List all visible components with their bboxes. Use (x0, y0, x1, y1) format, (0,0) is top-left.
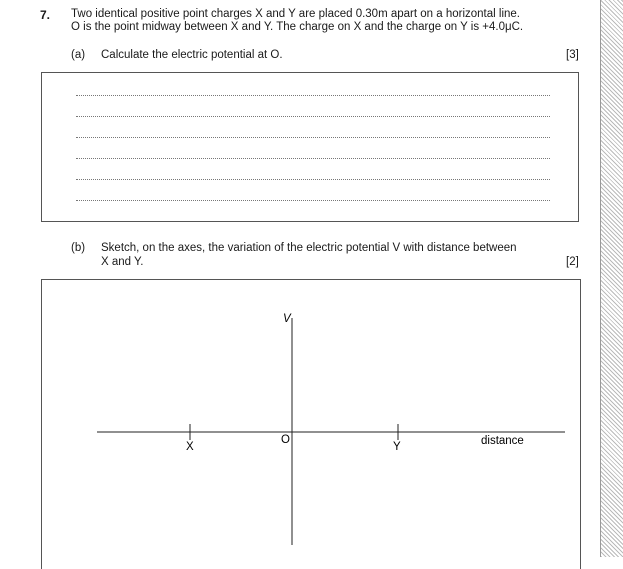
point-y-label: Y (393, 441, 401, 453)
part-b-marks: [2] (566, 256, 579, 268)
margin-strip (600, 0, 623, 557)
part-a-label: (a) (71, 49, 86, 61)
question-line-2: O is the point midway between X and Y. The charge on X and the charge on Y is +4.0μC. (71, 21, 524, 33)
part-b-text-line-1: Sketch, on the axes, the variation of the electric potential V with distance between (101, 242, 517, 254)
question-number: 7. (40, 8, 51, 22)
x-axis-label: distance (481, 435, 524, 447)
question-line-1: Two identical positive point charges X and Y are placed 0.30m apart on a horizontal line. (71, 8, 520, 20)
part-b-text-line-2: X and Y. (101, 256, 144, 268)
origin-label: O (281, 434, 290, 446)
y-axis-label: V (283, 313, 291, 325)
part-b-label: (b) (71, 242, 86, 254)
part-a-marks: [3] (566, 49, 579, 61)
part-a-text: Calculate the electric potential at O. (101, 49, 283, 61)
point-x-label: X (186, 441, 194, 453)
